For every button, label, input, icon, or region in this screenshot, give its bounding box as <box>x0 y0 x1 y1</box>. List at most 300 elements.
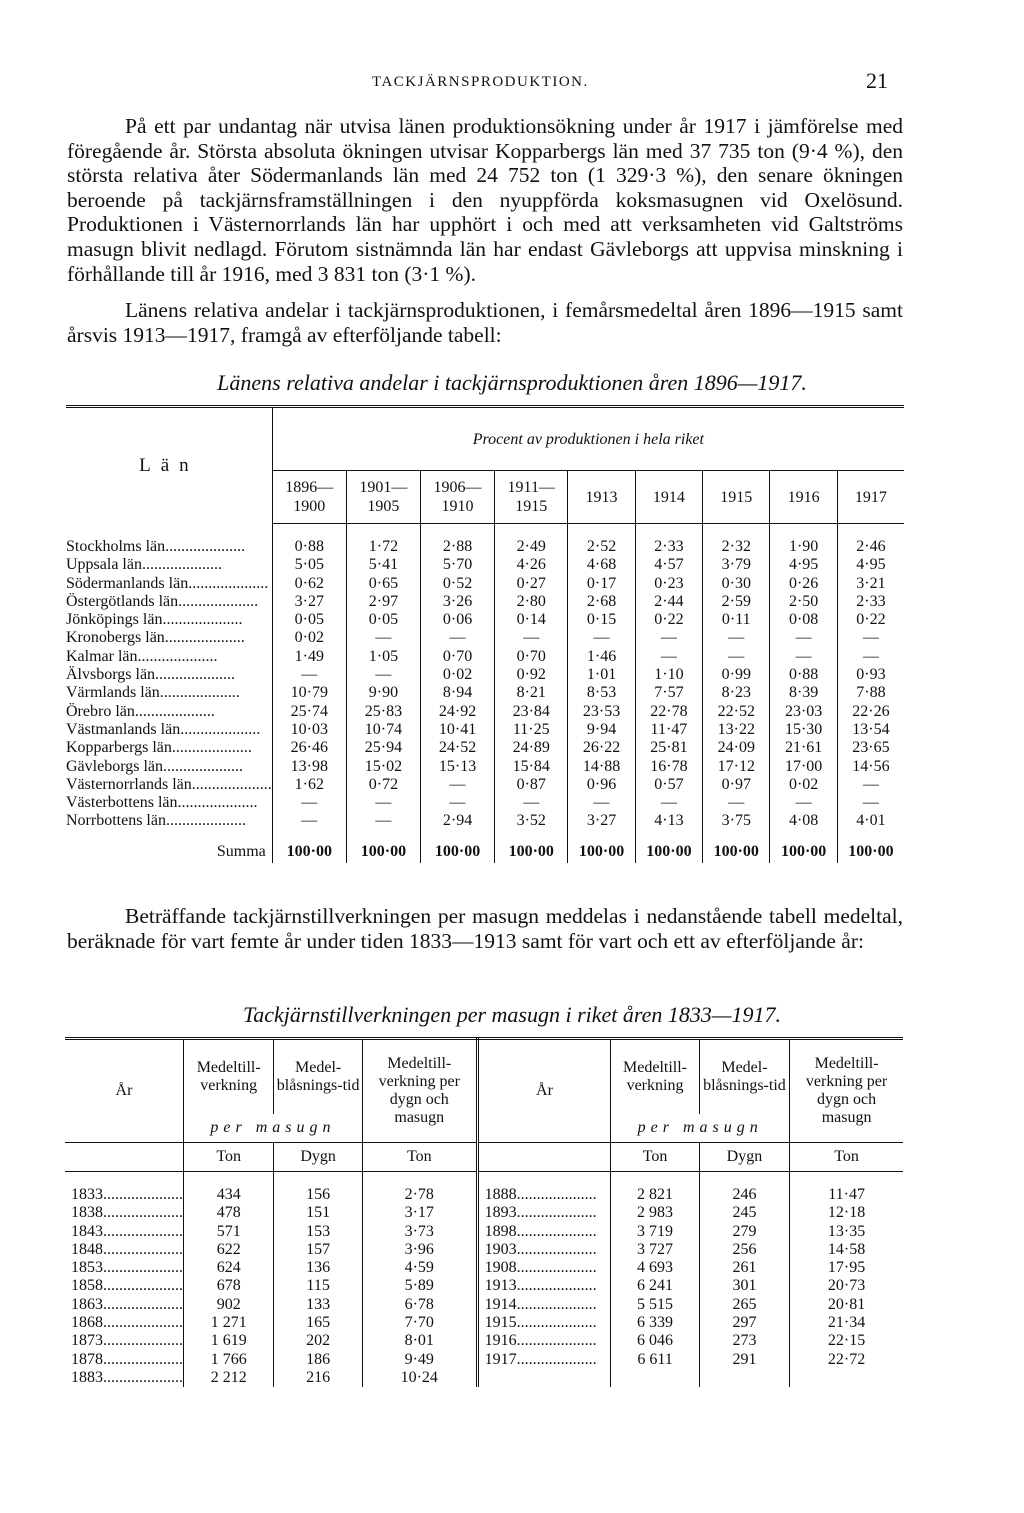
per-value: 17·95 <box>827 1259 866 1277</box>
ar-header-left: År <box>65 1039 184 1143</box>
ton-value: 6 046 <box>637 1332 674 1350</box>
lan-label: Värmlands län <box>66 684 160 702</box>
per-cell <box>362 1241 477 1259</box>
summa-cell: 100·00 <box>346 831 420 863</box>
unit-ton-perdygn-right: Ton <box>790 1143 903 1172</box>
leader-dots <box>165 538 245 555</box>
share-cell: 22·52 <box>703 703 770 721</box>
dygn-cell <box>699 1332 789 1350</box>
leader-dots <box>103 1314 183 1331</box>
year-header <box>635 471 702 524</box>
per-value: 9·49 <box>404 1350 434 1368</box>
leader-dots <box>103 1259 183 1276</box>
unit-ton-left: Ton <box>184 1143 274 1172</box>
share-cell: 2·50 <box>770 593 837 611</box>
share-cell: 15·84 <box>495 758 568 776</box>
lan-label: Örebro län <box>66 702 135 720</box>
share-cell: 0·52 <box>420 575 494 593</box>
table-row <box>66 758 904 776</box>
share-cell: — <box>862 647 879 665</box>
ar-value: 1843 <box>71 1222 103 1240</box>
leader-dots <box>517 1186 597 1203</box>
lan-name <box>66 611 272 629</box>
share-cell: 24·09 <box>703 739 770 757</box>
leader-dots <box>517 1314 597 1331</box>
ton-cell <box>611 1172 699 1205</box>
dygn-cell <box>699 1259 789 1277</box>
per-value: 5·89 <box>404 1277 434 1295</box>
summa-cell: 100·00 <box>272 831 346 863</box>
lan-label: Stockholms län <box>66 537 166 555</box>
leader-dots <box>103 1369 183 1386</box>
per-value: 3·17 <box>404 1204 434 1222</box>
ton-cell <box>184 1369 274 1387</box>
per-cell <box>790 1351 903 1369</box>
lan-label: Gävleborgs län <box>66 757 164 775</box>
ton-cell <box>611 1332 699 1350</box>
per-value: 20·73 <box>827 1277 866 1295</box>
share-cell: 11·47 <box>635 721 702 739</box>
year-cell <box>65 1223 184 1241</box>
table-row <box>66 721 904 739</box>
leader-dots <box>103 1204 183 1221</box>
table-row <box>65 1241 903 1259</box>
share-cell: — <box>770 648 837 666</box>
share-cell: 3·27 <box>568 812 635 830</box>
share-cell: 2·97 <box>346 593 420 611</box>
per-cell <box>362 1277 477 1295</box>
per-masugn-left: per masugn <box>184 1114 363 1143</box>
leader-dots <box>135 703 215 720</box>
per-cell <box>362 1223 477 1241</box>
dygn-value: 202 <box>306 1332 331 1350</box>
per-value: 2·78 <box>404 1186 434 1203</box>
ton-value: 678 <box>216 1277 241 1295</box>
leader-dots <box>517 1277 597 1294</box>
dygn-cell <box>274 1332 362 1350</box>
share-cell: 0·30 <box>703 575 770 593</box>
dygn-cell <box>274 1314 362 1332</box>
per-cell <box>362 1259 477 1277</box>
share-cell: — <box>862 775 879 793</box>
share-cell: 0·96 <box>568 776 635 794</box>
share-cell: 3·26 <box>420 593 494 611</box>
year-header-line1: 1901— <box>359 479 408 496</box>
share-cell: 1·10 <box>635 666 702 684</box>
share-cell: — <box>862 794 879 812</box>
table-row <box>66 593 904 611</box>
leader-dots <box>155 666 235 683</box>
share-cell: — <box>770 794 837 812</box>
ton-cell <box>611 1369 699 1387</box>
leader-dots <box>103 1241 183 1258</box>
share-cell: 10·03 <box>272 721 346 739</box>
share-cell: — <box>346 666 420 684</box>
dygn-value: 156 <box>306 1186 331 1203</box>
summa-cell: 100·00 <box>420 831 494 863</box>
share-cell: 2·94 <box>420 812 494 830</box>
share-cell: 8·39 <box>770 684 837 702</box>
dygn-cell <box>274 1296 362 1314</box>
share-cell: 7·88 <box>856 684 886 702</box>
ton-cell <box>184 1223 274 1241</box>
table-row <box>66 776 904 794</box>
share-cell: 0·97 <box>703 776 770 794</box>
share-cell: 4·13 <box>635 812 702 830</box>
leader-dots <box>103 1277 183 1294</box>
share-cell: 24·52 <box>420 739 494 757</box>
year-cell <box>477 1172 611 1205</box>
share-cell: 5·41 <box>346 556 420 574</box>
ar-value: 1898 <box>484 1222 517 1240</box>
running-title: TACKJÄRNSPRODUKTION. <box>372 74 589 90</box>
leader-dots <box>138 648 218 665</box>
share-cell: 0·88 <box>770 666 837 684</box>
per-value: 8·01 <box>404 1332 434 1350</box>
ton-value: 571 <box>216 1222 241 1240</box>
share-cell: 9·90 <box>346 684 420 702</box>
share-cell: 0·14 <box>495 611 568 629</box>
table-row <box>66 648 904 666</box>
summa-cell: 100·00 <box>495 831 568 863</box>
dygn-value: 133 <box>306 1295 331 1313</box>
share-cell: 4·01 <box>856 812 886 830</box>
per-furnace-table <box>65 1037 903 1387</box>
share-cell: 25·83 <box>346 703 420 721</box>
share-cell: — <box>346 794 420 812</box>
table-row <box>66 703 904 721</box>
dygn-cell <box>274 1369 362 1387</box>
share-cell: 10·41 <box>420 721 494 739</box>
ar-value: 1903 <box>484 1240 517 1258</box>
year-header-line1: 1916 <box>787 488 820 506</box>
share-cell: — <box>495 629 568 647</box>
procent-header: Procent av produktionen i hela riket <box>272 407 904 471</box>
year-cell <box>65 1204 184 1222</box>
leader-dots <box>188 575 268 592</box>
share-cell: — <box>635 794 702 812</box>
dygn-value: 153 <box>306 1222 331 1240</box>
year-header <box>770 471 837 524</box>
ar-value: 1833 <box>71 1186 103 1203</box>
ton-cell <box>611 1241 699 1259</box>
share-cell: 0·26 <box>770 575 837 593</box>
share-cell: 0·87 <box>495 776 568 794</box>
dygn-value: 291 <box>732 1350 757 1368</box>
dygn-cell <box>699 1277 789 1295</box>
year-header <box>346 471 420 524</box>
share-cell: — <box>346 812 420 830</box>
share-cell: 0·05 <box>272 611 346 629</box>
dygn-cell <box>274 1277 362 1295</box>
lan-name <box>66 794 272 812</box>
share-cell: 0·92 <box>495 666 568 684</box>
ar-value: 1883 <box>71 1368 103 1386</box>
ar-value: 1917 <box>484 1350 517 1368</box>
lan-label: Västmanlands län <box>66 720 181 738</box>
ton-value: 2 983 <box>637 1204 674 1222</box>
ar-value: 1838 <box>71 1204 103 1222</box>
per-value: 14·58 <box>827 1240 866 1258</box>
share-cell: — <box>272 794 346 812</box>
per-cell <box>790 1172 903 1205</box>
dygn-value: 273 <box>732 1332 757 1350</box>
lan-name <box>66 648 272 666</box>
share-cell: 17·12 <box>703 758 770 776</box>
share-cell: — <box>420 776 494 794</box>
share-cell: 26·46 <box>272 739 346 757</box>
share-cell: 0·57 <box>635 776 702 794</box>
dygn-value: 157 <box>306 1240 331 1258</box>
share-cell: 1·49 <box>272 648 346 666</box>
per-masugn-right: per masugn <box>611 1114 790 1143</box>
medeltill-header-left: Medeltill-verkning <box>184 1039 274 1115</box>
unit-dygn-right: Dygn <box>699 1143 789 1172</box>
year-header <box>568 471 635 524</box>
share-cell: — <box>420 629 494 647</box>
per-cell <box>790 1369 903 1387</box>
lan-label: Västernorrlands län <box>66 775 192 793</box>
ton-cell <box>611 1314 699 1332</box>
ar-value: 1848 <box>71 1240 103 1258</box>
dygn-value: 246 <box>732 1186 757 1203</box>
table-row <box>65 1351 903 1369</box>
year-cell <box>477 1223 611 1241</box>
ton-cell <box>611 1351 699 1369</box>
summa-cell: 100·00 <box>568 831 635 863</box>
share-cell: — <box>568 629 635 647</box>
share-cell: 13·54 <box>852 720 890 738</box>
lan-label: Södermanlands län <box>66 574 189 592</box>
ar-value: 1858 <box>71 1277 103 1295</box>
share-cell: 4·95 <box>856 556 886 574</box>
share-cell: 0·17 <box>568 575 635 593</box>
share-cell: 10·74 <box>346 721 420 739</box>
ton-value: 6 611 <box>637 1350 673 1368</box>
share-cell: 0·22 <box>635 611 702 629</box>
share-cell: 0·27 <box>495 575 568 593</box>
summa-label: Summa <box>66 831 272 863</box>
year-cell <box>477 1277 611 1295</box>
table-row <box>66 629 904 647</box>
year-cell <box>477 1296 611 1314</box>
page-number: 21 <box>866 68 888 93</box>
summa-row <box>66 831 904 863</box>
lan-label: Jönköpings län <box>66 611 163 629</box>
table-row <box>66 524 904 557</box>
lan-label: Östergötlands län <box>66 592 179 610</box>
table-row <box>66 794 904 812</box>
per-value: 11·47 <box>828 1186 865 1203</box>
lan-name <box>66 666 272 684</box>
unit-ton-perdygn-left: Ton <box>362 1143 477 1172</box>
share-cell: 23·65 <box>852 739 890 757</box>
year-cell <box>65 1369 184 1387</box>
year-header <box>703 471 770 524</box>
per-value: 21·34 <box>827 1314 866 1332</box>
year-header-line1: 1914 <box>652 488 685 506</box>
share-cell: — <box>346 629 420 647</box>
table-row <box>66 611 904 629</box>
share-cell: 2·33 <box>856 592 886 610</box>
table-row <box>66 666 904 684</box>
year-cell <box>477 1259 611 1277</box>
share-cell: 0·05 <box>346 611 420 629</box>
share-cell: 23·84 <box>495 703 568 721</box>
share-cell: 0·22 <box>856 611 886 629</box>
share-cell: 0·06 <box>420 611 494 629</box>
share-cell: 1·05 <box>346 648 420 666</box>
lan-header: Län <box>66 407 272 524</box>
leader-dots <box>162 611 242 628</box>
year-header-line1: 1911— <box>507 479 555 496</box>
leader-dots <box>163 758 243 775</box>
per-value: 6·78 <box>404 1295 434 1313</box>
ton-value: 624 <box>216 1259 241 1277</box>
share-cell: 2·32 <box>703 524 770 557</box>
table-row <box>65 1314 903 1332</box>
unit-dygn-left: Dygn <box>274 1143 362 1172</box>
share-cell: 8·23 <box>703 684 770 702</box>
running-header <box>0 68 1024 98</box>
ton-cell <box>184 1241 274 1259</box>
lan-name <box>66 629 272 647</box>
lan-name <box>66 758 272 776</box>
dygn-cell <box>274 1241 362 1259</box>
per-cell <box>362 1332 477 1350</box>
per-cell <box>790 1314 903 1332</box>
dygn-value: 256 <box>732 1240 757 1258</box>
share-cell: — <box>635 629 702 647</box>
ar-value: 1878 <box>71 1350 103 1368</box>
dygn-cell <box>274 1204 362 1222</box>
table-row <box>66 575 904 593</box>
ton-cell <box>184 1314 274 1332</box>
share-cell: 0·02 <box>770 776 837 794</box>
table-row <box>66 812 904 830</box>
year-cell <box>65 1241 184 1259</box>
share-cell: — <box>272 812 346 830</box>
ar-value: 1888 <box>484 1186 517 1203</box>
share-cell: 4·26 <box>495 556 568 574</box>
share-cell: 5·70 <box>420 556 494 574</box>
per-value: 10·24 <box>400 1368 438 1386</box>
per-cell <box>362 1314 477 1332</box>
share-cell: 2·46 <box>856 538 886 555</box>
share-cell: 3·27 <box>272 593 346 611</box>
per-cell <box>790 1296 903 1314</box>
share-cell: 25·81 <box>635 739 702 757</box>
year-header-line2: 1910 <box>441 498 474 515</box>
share-cell: 3·21 <box>856 574 886 592</box>
share-cell: 17·00 <box>770 758 837 776</box>
leader-dots <box>517 1259 597 1276</box>
ton-value: 4 693 <box>637 1259 674 1277</box>
lan-label: Norrbottens län <box>66 812 166 830</box>
ton-value: 3 727 <box>637 1240 674 1258</box>
dygn-value: 136 <box>306 1259 331 1277</box>
share-cell: — <box>862 629 879 647</box>
share-cell: 2·44 <box>635 593 702 611</box>
dygn-cell <box>274 1172 362 1205</box>
share-cell: 0·08 <box>770 611 837 629</box>
share-cell: 1·62 <box>272 776 346 794</box>
year-cell <box>65 1314 184 1332</box>
share-cell: 0·88 <box>272 524 346 557</box>
lan-name <box>66 739 272 757</box>
per-cell <box>362 1296 477 1314</box>
lan-name <box>66 524 272 557</box>
share-cell: 0·72 <box>346 776 420 794</box>
year-header <box>495 471 568 524</box>
year-cell <box>65 1259 184 1277</box>
ton-cell <box>611 1259 699 1277</box>
ton-cell <box>611 1223 699 1241</box>
leader-dots <box>517 1332 597 1349</box>
ton-value: 3 719 <box>637 1222 674 1240</box>
share-cell: 13·98 <box>272 758 346 776</box>
per-value: 7·70 <box>404 1314 434 1332</box>
ar-value: 1873 <box>71 1332 103 1350</box>
lan-label: Kronobergs län <box>66 629 165 647</box>
year-header-line1: 1913 <box>585 488 618 506</box>
year-header-line1: 1917 <box>854 488 887 506</box>
share-cell: — <box>703 629 770 647</box>
year-header-line1: 1906— <box>433 479 482 496</box>
per-value: 22·72 <box>827 1350 866 1368</box>
share-cell: 15·02 <box>346 758 420 776</box>
leader-dots <box>517 1204 597 1221</box>
share-cell: 24·92 <box>420 703 494 721</box>
dygn-cell <box>699 1204 789 1222</box>
ton-value: 5 515 <box>637 1295 674 1313</box>
perdygn-header-right: Medeltill-verkning per dygn och masugn <box>790 1039 903 1143</box>
summa-cell: 100·00 <box>703 831 770 863</box>
medeltill-header-right: Medeltill-verkning <box>611 1039 699 1115</box>
ton-value: 1 271 <box>210 1314 247 1332</box>
share-cell: — <box>770 629 837 647</box>
per-cell <box>790 1223 903 1241</box>
unit-ton-right: Ton <box>611 1143 699 1172</box>
share-cell: 7·57 <box>635 684 702 702</box>
share-cell: 8·94 <box>420 684 494 702</box>
leader-dots <box>192 776 272 793</box>
year-cell <box>65 1332 184 1350</box>
county-share-table <box>66 405 904 863</box>
ar-value: 1915 <box>484 1314 517 1332</box>
share-cell: 2·80 <box>495 593 568 611</box>
per-cell <box>362 1172 477 1205</box>
share-cell: 1·01 <box>568 666 635 684</box>
dygn-value: 261 <box>732 1259 757 1277</box>
leader-dots <box>160 684 240 701</box>
share-cell: 14·88 <box>568 758 635 776</box>
ar-header-right: År <box>477 1039 611 1143</box>
dygn-value: 186 <box>306 1350 331 1368</box>
year-cell <box>65 1296 184 1314</box>
ar-value: 1863 <box>71 1295 103 1313</box>
share-cell: 16·78 <box>635 758 702 776</box>
per-value: 20·81 <box>827 1295 866 1313</box>
share-cell: 0·02 <box>272 629 346 647</box>
leader-dots <box>517 1223 597 1240</box>
ton-value: 622 <box>216 1240 241 1258</box>
share-cell: 3·75 <box>703 812 770 830</box>
lan-label: Uppsala län <box>66 556 142 574</box>
share-cell: — <box>703 794 770 812</box>
share-cell: 3·52 <box>495 812 568 830</box>
share-cell: 26·22 <box>568 739 635 757</box>
